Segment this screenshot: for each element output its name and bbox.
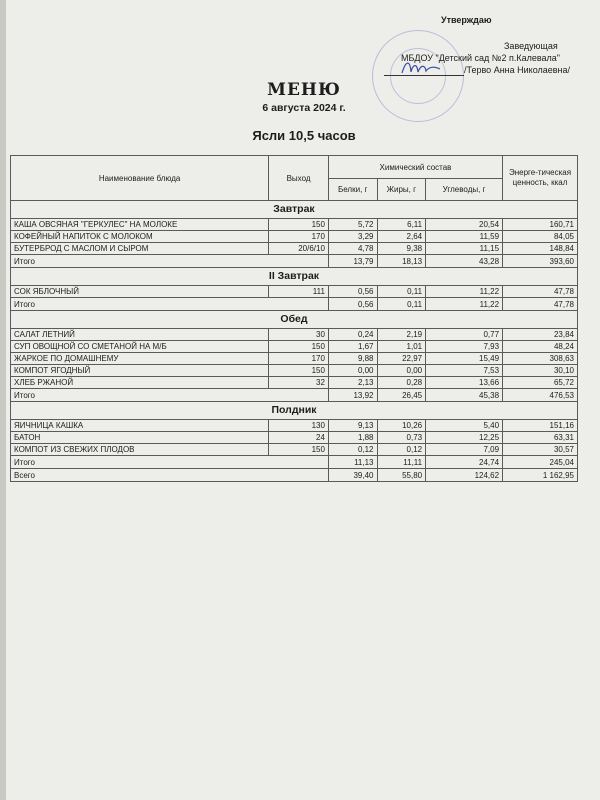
dish-proteins: 9,13 xyxy=(328,420,377,432)
approver-position: Заведующая xyxy=(504,41,558,51)
dish-energy: 23,84 xyxy=(503,329,578,341)
dish-fats: 9,38 xyxy=(377,243,426,255)
dish-energy: 65,72 xyxy=(503,377,578,389)
section-row xyxy=(11,311,578,329)
dish-proteins: 0,00 xyxy=(328,365,377,377)
table-row xyxy=(11,341,578,353)
total-label: Итого xyxy=(11,389,329,402)
header-fats: Жиры, г xyxy=(377,179,426,201)
dish-name: КОМПОТ ЯГОДНЫЙ xyxy=(11,365,269,377)
table-row xyxy=(11,432,578,444)
dish-energy: 48,24 xyxy=(503,341,578,353)
approve-label: Утверждаю xyxy=(441,15,492,25)
dish-fats: 0,11 xyxy=(377,286,426,298)
total-row xyxy=(11,255,578,268)
dish-name: САЛАТ ЛЕТНИЙ xyxy=(11,329,269,341)
dish-proteins: 9,88 xyxy=(328,353,377,365)
dish-carbs: 15,49 xyxy=(426,353,503,365)
dish-proteins: 3,29 xyxy=(328,231,377,243)
total-row xyxy=(11,456,578,469)
approver-org: МБДОУ "Детский сад №2 п.Калевала" xyxy=(401,53,560,63)
dish-energy: 308,63 xyxy=(503,353,578,365)
dish-proteins: 0,24 xyxy=(328,329,377,341)
dish-fats: 2,19 xyxy=(377,329,426,341)
total-proteins: 13,92 xyxy=(328,389,377,402)
dish-name: БУТЕРБРОД С МАСЛОМ И СЫРОМ xyxy=(11,243,269,255)
dish-proteins: 0,12 xyxy=(328,444,377,456)
dish-carbs: 13,66 xyxy=(426,377,503,389)
dish-output: 30 xyxy=(269,329,329,341)
dish-energy: 148,84 xyxy=(503,243,578,255)
total-fats: 18,13 xyxy=(377,255,426,268)
total-fats: 11,11 xyxy=(377,456,426,469)
header-dish-name: Наименование блюда xyxy=(11,156,269,201)
section-row xyxy=(11,402,578,420)
dish-energy: 30,10 xyxy=(503,365,578,377)
dish-fats: 0,28 xyxy=(377,377,426,389)
dish-output: 150 xyxy=(269,444,329,456)
dish-fats: 1,01 xyxy=(377,341,426,353)
header-proteins: Белки, г xyxy=(328,179,377,201)
dish-fats: 2,64 xyxy=(377,231,426,243)
dish-proteins: 1,88 xyxy=(328,432,377,444)
dish-output: 150 xyxy=(269,341,329,353)
dish-proteins: 0,56 xyxy=(328,286,377,298)
section-title: Полдник xyxy=(11,402,578,420)
section-row xyxy=(11,201,578,219)
table-row xyxy=(11,365,578,377)
dish-fats: 0,00 xyxy=(377,365,426,377)
dish-energy: 47,78 xyxy=(503,286,578,298)
dish-output: 150 xyxy=(269,365,329,377)
dish-output: 20/6/10 xyxy=(269,243,329,255)
dish-carbs: 12,25 xyxy=(426,432,503,444)
table-row xyxy=(11,329,578,341)
table-row xyxy=(11,353,578,365)
dish-name: ЖАРКОЕ ПО ДОМАШНЕМУ xyxy=(11,353,269,365)
grand-total-fats: 55,80 xyxy=(377,469,426,482)
document-heading xyxy=(6,80,600,143)
menu-group: Ясли 10,5 часов xyxy=(252,128,356,143)
dish-carbs: 7,09 xyxy=(426,444,503,456)
dish-output: 170 xyxy=(269,231,329,243)
dish-energy: 30,57 xyxy=(503,444,578,456)
document-page xyxy=(6,0,600,800)
dish-name: БАТОН xyxy=(11,432,269,444)
total-label: Итого xyxy=(11,456,329,469)
table-row xyxy=(11,243,578,255)
total-fats: 26,45 xyxy=(377,389,426,402)
table-row xyxy=(11,286,578,298)
total-energy: 245,04 xyxy=(503,456,578,469)
approver-name: /Терво Анна Николаевна/ xyxy=(464,65,571,75)
header-output: Выход xyxy=(269,156,329,201)
section-title: II Завтрак xyxy=(11,268,578,286)
header-energy: Энерге-тическая ценность, ккал xyxy=(503,156,578,201)
table-row xyxy=(11,444,578,456)
grand-total-proteins: 39,40 xyxy=(328,469,377,482)
dish-proteins: 1,67 xyxy=(328,341,377,353)
menu-date: 6 августа 2024 г. xyxy=(262,102,346,114)
dish-name: КАША ОВСЯНАЯ "ГЕРКУЛЕС" НА МОЛОКЕ xyxy=(11,219,269,231)
total-fats: 0,11 xyxy=(377,298,426,311)
dish-energy: 63,31 xyxy=(503,432,578,444)
total-label: Итого xyxy=(11,255,329,268)
total-proteins: 13,79 xyxy=(328,255,377,268)
grand-total-row xyxy=(11,469,578,482)
dish-fats: 6,11 xyxy=(377,219,426,231)
dish-output: 24 xyxy=(269,432,329,444)
dish-output: 130 xyxy=(269,420,329,432)
page-title: МЕНЮ xyxy=(267,80,341,100)
dish-energy: 151,16 xyxy=(503,420,578,432)
dish-output: 170 xyxy=(269,353,329,365)
total-energy: 476,53 xyxy=(503,389,578,402)
dish-name: СУП ОВОЩНОЙ СО СМЕТАНОЙ НА М/Б xyxy=(11,341,269,353)
section-title: Завтрак xyxy=(11,201,578,219)
dish-output: 150 xyxy=(269,219,329,231)
dish-name: КОФЕЙНЫЙ НАПИТОК С МОЛОКОМ xyxy=(11,231,269,243)
dish-output: 111 xyxy=(269,286,329,298)
total-energy: 47,78 xyxy=(503,298,578,311)
dish-proteins: 5,72 xyxy=(328,219,377,231)
total-proteins: 11,13 xyxy=(328,456,377,469)
dish-proteins: 2,13 xyxy=(328,377,377,389)
header-carbs: Углеводы, г xyxy=(426,179,503,201)
header-chem: Химический состав xyxy=(328,156,502,179)
dish-fats: 0,73 xyxy=(377,432,426,444)
dish-fats: 10,26 xyxy=(377,420,426,432)
signature-line xyxy=(384,75,464,76)
dish-name: СОК ЯБЛОЧНЫЙ xyxy=(11,286,269,298)
dish-name: ХЛЕБ РЖАНОЙ xyxy=(11,377,269,389)
dish-carbs: 11,15 xyxy=(426,243,503,255)
dish-energy: 160,71 xyxy=(503,219,578,231)
dish-fats: 0,12 xyxy=(377,444,426,456)
dish-carbs: 11,22 xyxy=(426,286,503,298)
total-energy: 393,60 xyxy=(503,255,578,268)
total-carbs: 43,28 xyxy=(426,255,503,268)
dish-proteins: 4,78 xyxy=(328,243,377,255)
dish-name: ЯИЧНИЦА КАШКА xyxy=(11,420,269,432)
total-carbs: 24,74 xyxy=(426,456,503,469)
dish-carbs: 0,77 xyxy=(426,329,503,341)
dish-carbs: 20,54 xyxy=(426,219,503,231)
section-title: Обед xyxy=(11,311,578,329)
menu-table xyxy=(10,155,578,482)
grand-total-label: Всего xyxy=(11,469,329,482)
dish-fats: 22,97 xyxy=(377,353,426,365)
total-carbs: 11,22 xyxy=(426,298,503,311)
dish-carbs: 7,93 xyxy=(426,341,503,353)
dish-carbs: 11,59 xyxy=(426,231,503,243)
grand-total-carbs: 124,62 xyxy=(426,469,503,482)
dish-energy: 84,05 xyxy=(503,231,578,243)
table-row xyxy=(11,219,578,231)
table-row xyxy=(11,231,578,243)
total-carbs: 45,38 xyxy=(426,389,503,402)
total-proteins: 0,56 xyxy=(328,298,377,311)
dish-name: КОМПОТ ИЗ СВЕЖИХ ПЛОДОВ xyxy=(11,444,269,456)
table-row xyxy=(11,420,578,432)
dish-output: 32 xyxy=(269,377,329,389)
table-row xyxy=(11,377,578,389)
section-row xyxy=(11,268,578,286)
dish-carbs: 7,53 xyxy=(426,365,503,377)
dish-carbs: 5,40 xyxy=(426,420,503,432)
grand-total-energy: 1 162,95 xyxy=(503,469,578,482)
total-row xyxy=(11,298,578,311)
total-label: Итого xyxy=(11,298,329,311)
total-row xyxy=(11,389,578,402)
